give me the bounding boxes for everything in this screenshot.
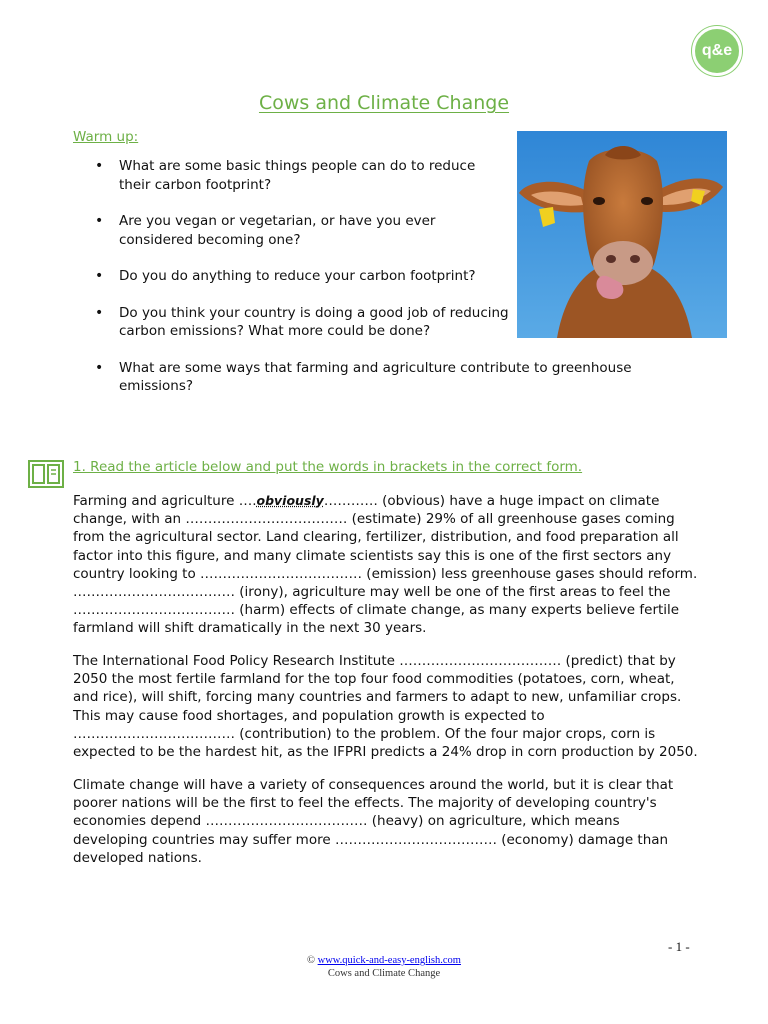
exercise-instruction: 1. Read the article below and put the words in brackets in the correct form. [73, 459, 583, 475]
list-item: • What are some basic things people can do to reduce their carbon footprint? [73, 157, 499, 194]
warmup-heading: Warm up: [73, 129, 139, 145]
page-title: Cows and Climate Change [258, 92, 510, 114]
footer-doc-title: Cows and Climate Change [327, 967, 441, 979]
example-answer: obviously [256, 493, 324, 508]
copyright-symbol: © [307, 955, 315, 966]
book-icon [28, 460, 64, 488]
list-item: • Do you think your country is doing a good job of reducing carbon emissions? What more could be done? [73, 304, 539, 341]
article-paragraph [73, 492, 698, 638]
brand-logo [692, 26, 742, 76]
logo-text: q&e [701, 42, 733, 59]
website-link[interactable]: www.quick-and-easy-english.com [317, 955, 461, 966]
cow-illustration [517, 131, 727, 338]
list-item: • Do you do anything to reduce your carbon footprint? [73, 267, 499, 286]
cow-photo [517, 131, 727, 338]
paragraph-text: ………… (obvious) have a huge impact on climate change, with an ……………………………… (estimate) 29% of all greenhouse gases coming from the agricultural sector. Land clearing, fertilizer, distribution, and food preparation all factor into this figure, and many climate scientists say this is one of the first sectors any country looking to ……………………………… (emission) less greenhouse gases should reform. ……………………………… (irony), agriculture may well be one of the first areas to feel the ……………………………… (harm) effects of climate change, as many experts believe fertile farmland will shift dramatically in the next 30 years. [73, 493, 698, 637]
article-paragraph: Climate change will have a variety of consequences around the world, but it is clear that poorer nations will be the first to feel the effects. The majority of developing country's economies depend ……………………………… (heavy) on agriculture, which means developing countries may suffer more ……………………………… (economy) damage than developed nations. [73, 777, 674, 866]
list-item: • What are some ways that farming and agriculture contribute to greenhouse emissions? [73, 359, 679, 396]
paragraph-text: Farming and agriculture …. [73, 493, 257, 509]
page-footer [0, 955, 768, 980]
article-paragraph: The International Food Policy Research Institute ……………………………… (predict) that by 2050 the most fertile farmland for the top four food commodities (potatoes, corn, wheat, and rice), will shift, forcing many countries and farmers to adapt to new, unfamiliar crops. This may cause food shortages, and population growth is expected to ……………………………… (contribution) to the problem. Of the four major crops, corn is expected to be the hardest hit, as the IFPRI predicts a 24% drop in corn production by 2050. [73, 653, 698, 761]
page-number: - 1 - [668, 939, 690, 954]
list-item: • Are you vegan or vegetarian, or have you ever considered becoming one? [73, 212, 449, 249]
